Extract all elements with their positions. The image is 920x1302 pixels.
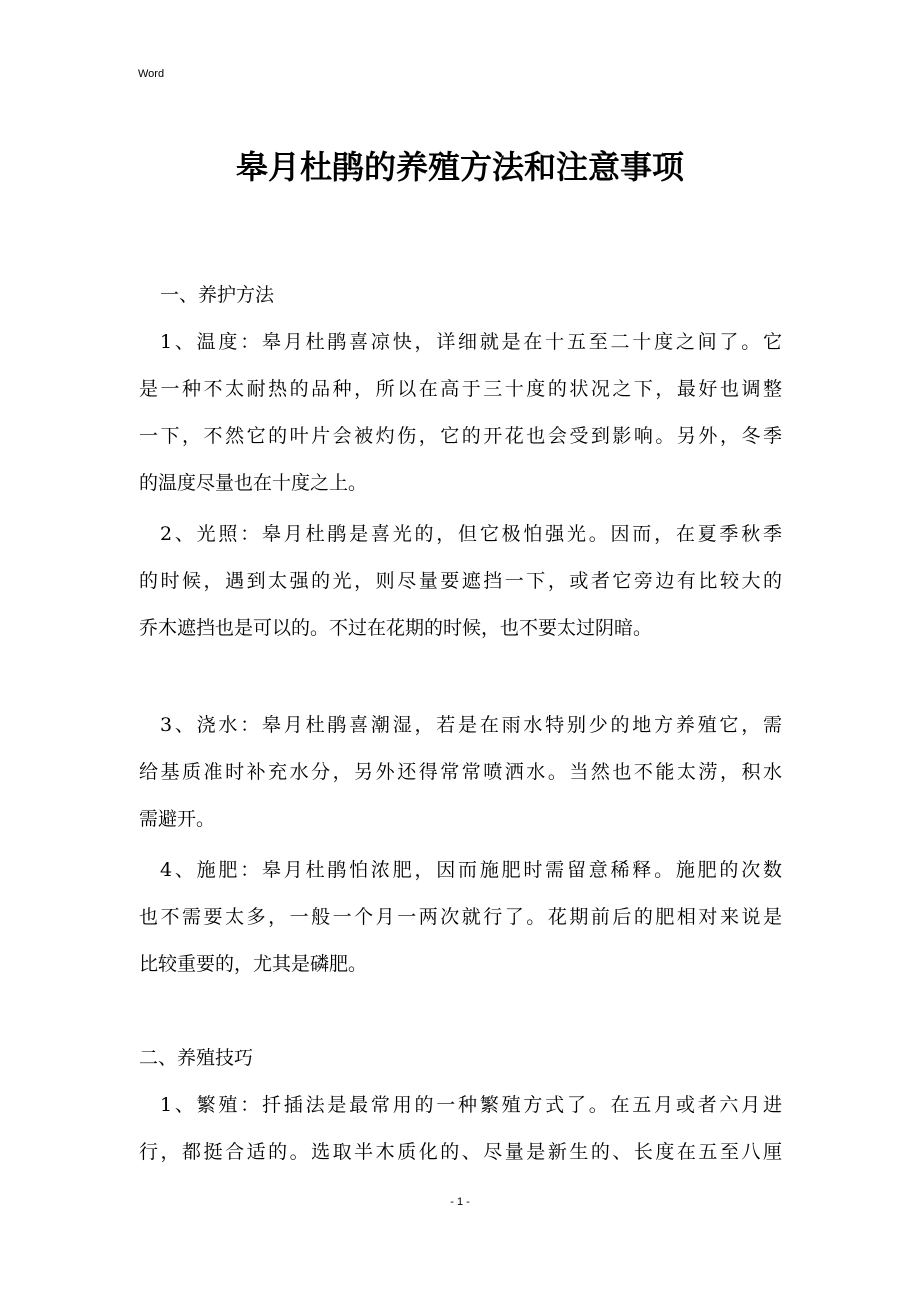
paragraph-line: 乔木遮挡也是可以的。不过在花期的时候，也不要太过阴暗。	[139, 617, 653, 639]
page-number: - 1 -	[450, 1196, 470, 1208]
paragraph-line: 比较重要的，尤其是磷肥。	[139, 953, 368, 975]
paragraph-line: 行，都挺合适的。选取半木质化的、尽量是新生的、长度在五至八厘	[139, 1141, 782, 1163]
paragraph-line: 的时候，遇到太强的光，则尽量要遮挡一下，或者它旁边有比较大的	[139, 570, 782, 592]
paragraph-line: 的温度尽量也在十度之上。	[139, 472, 368, 494]
paragraph-line: 一下，不然它的叶片会被灼伤，它的开花也会受到影响。另外，冬季	[139, 425, 782, 447]
paragraph-line: 1、温度：皋月杜鹃喜凉快，详细就是在十五至二十度之间了。它	[160, 331, 782, 353]
paragraph-line: 4、施肥：皋月杜鹃怕浓肥，因而施肥时需留意稀释。施肥的次数	[160, 859, 782, 881]
paragraph-line: 给基质准时补充水分，另外还得常常喷洒水。当然也不能太涝，积水	[139, 761, 782, 783]
section-heading-care-methods: 一、养护方法	[160, 284, 275, 306]
section-heading-breeding-tips: 二、养殖技巧	[139, 1047, 254, 1069]
document-title: 皋月杜鹃的养殖方法和注意事项	[235, 148, 684, 186]
paragraph-line: 1、繁殖：扦插法是最常用的一种繁殖方式了。在五月或者六月进	[160, 1094, 782, 1116]
header-label: Word	[138, 68, 165, 80]
paragraph-line: 2、光照：皋月杜鹃是喜光的，但它极怕强光。因而，在夏季秋季	[160, 523, 782, 545]
paragraph-line: 也不需要太多，一般一个月一两次就行了。花期前后的肥相对来说是	[139, 906, 782, 928]
paragraph-line: 是一种不太耐热的品种，所以在高于三十度的状况之下，最好也调整	[139, 378, 782, 400]
paragraph-line: 需避开。	[139, 808, 216, 830]
paragraph-line: 3、浇水：皋月杜鹃喜潮湿，若是在雨水特别少的地方养殖它，需	[160, 714, 782, 736]
